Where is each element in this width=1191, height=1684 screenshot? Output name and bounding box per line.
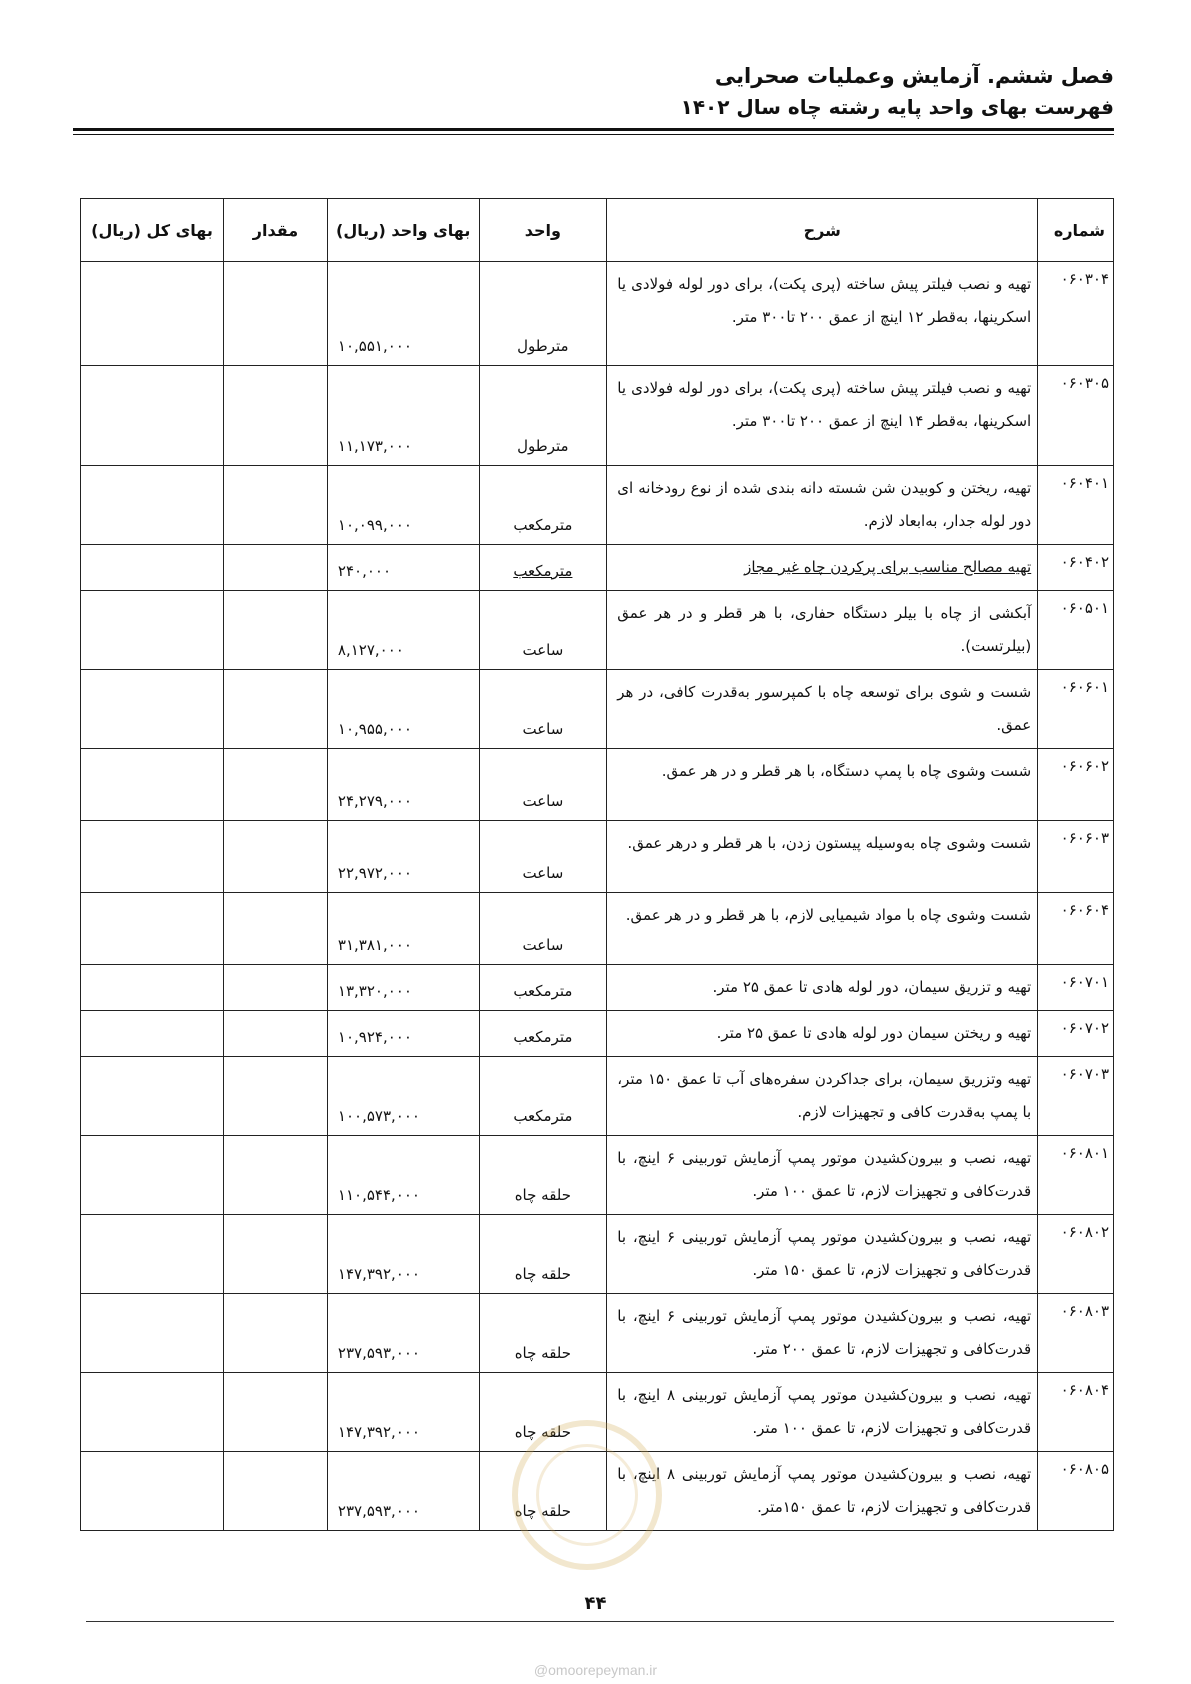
row-unit: مترمکعب — [479, 545, 607, 591]
page-header — [77, 60, 1114, 122]
row-total-price — [81, 1294, 224, 1373]
row-total-price — [81, 749, 224, 821]
price-table — [80, 198, 1114, 1531]
header-rule-thin — [73, 134, 1114, 135]
col-header-total-price: بهای کل (ریال) — [81, 199, 224, 262]
table-row — [81, 1136, 1114, 1215]
row-code: ۰۶۰۸۰۲ — [1038, 1215, 1114, 1294]
row-code: ۰۶۰۶۰۱ — [1038, 670, 1114, 749]
table-header-row — [81, 199, 1114, 262]
row-code: ۰۶۰۷۰۲ — [1038, 1011, 1114, 1057]
row-description: تهیه، نصب و بیرون‌کشیدن موتور پمپ آزمایش توربینی ۶ اینچ، با قدرت‌کافی و تجهیزات لازم، تا عمق ۱۰۰ متر. — [607, 1136, 1038, 1215]
row-code: ۰۶۰۸۰۳ — [1038, 1294, 1114, 1373]
table-row — [81, 262, 1114, 366]
row-total-price — [81, 821, 224, 893]
row-quantity — [223, 893, 327, 965]
row-quantity — [223, 965, 327, 1011]
page-number: ۴۴ — [584, 1593, 607, 1614]
row-code: ۰۶۰۷۰۱ — [1038, 965, 1114, 1011]
watermark: @omoorepeyman.ir — [533, 1662, 658, 1678]
row-code: ۰۶۰۷۰۳ — [1038, 1057, 1114, 1136]
row-unit-price: ۲۴,۲۷۹,۰۰۰ — [327, 749, 479, 821]
col-header-code: شماره — [1038, 199, 1114, 262]
row-code: ۰۶۰۶۰۴ — [1038, 893, 1114, 965]
row-quantity — [223, 591, 327, 670]
row-description: تهیه و تزریق سیمان، دور لوله هادی تا عمق ۲۵ متر. — [607, 965, 1038, 1011]
list-title: فهرست بهای واحد پایه رشته چاه سال ۱۴۰۲ — [680, 95, 1114, 119]
row-total-price — [81, 262, 224, 366]
table-row — [81, 1057, 1114, 1136]
row-description: شست وشوی چاه به‌وسیله پیستون زدن، با هر قطر و درهر عمق. — [607, 821, 1038, 893]
table-row — [81, 1011, 1114, 1057]
row-total-price — [81, 1373, 224, 1452]
row-description: شست وشوی چاه با پمپ دستگاه، با هر قطر و در هر عمق. — [607, 749, 1038, 821]
row-quantity — [223, 1011, 327, 1057]
row-description: تهیه و ریختن سیمان دور لوله هادی تا عمق ۲۵ متر. — [607, 1011, 1038, 1057]
row-total-price — [81, 965, 224, 1011]
col-header-quantity: مقدار — [223, 199, 327, 262]
row-code: ۰۶۰۸۰۱ — [1038, 1136, 1114, 1215]
row-unit-price: ۱۰,۰۹۹,۰۰۰ — [327, 466, 479, 545]
row-quantity — [223, 670, 327, 749]
row-total-price — [81, 366, 224, 466]
row-unit: حلقه چاه — [479, 1294, 607, 1373]
row-quantity — [223, 821, 327, 893]
table-row — [81, 1215, 1114, 1294]
row-unit: حلقه چاه — [479, 1452, 607, 1531]
row-code: ۰۶۰۴۰۱ — [1038, 466, 1114, 545]
row-quantity — [223, 1373, 327, 1452]
row-description: تهیه مصالح مناسب برای پرکردن چاه غیر مجاز — [607, 545, 1038, 591]
row-unit: حلقه چاه — [479, 1215, 607, 1294]
row-unit: مترمکعب — [479, 1011, 607, 1057]
row-unit-price: ۱۰,۹۲۴,۰۰۰ — [327, 1011, 479, 1057]
row-code: ۰۶۰۵۰۱ — [1038, 591, 1114, 670]
row-total-price — [81, 466, 224, 545]
row-unit-price: ۱۰,۹۵۵,۰۰۰ — [327, 670, 479, 749]
row-unit-price: ۸,۱۲۷,۰۰۰ — [327, 591, 479, 670]
row-quantity — [223, 1215, 327, 1294]
table-row — [81, 545, 1114, 591]
row-description: آبکشی از چاه با بیلر دستگاه حفاری، با هر قطر و در هر عمق (بیلرتست). — [607, 591, 1038, 670]
row-quantity — [223, 1057, 327, 1136]
row-unit: مترمکعب — [479, 1057, 607, 1136]
row-code: ۰۶۰۳۰۵ — [1038, 366, 1114, 466]
table-row — [81, 366, 1114, 466]
row-quantity — [223, 262, 327, 366]
header-rule-thick — [73, 128, 1114, 131]
row-unit: مترمکعب — [479, 965, 607, 1011]
row-unit-price: ۲۳۷,۵۹۳,۰۰۰ — [327, 1452, 479, 1531]
row-unit-price: ۱۳,۳۲۰,۰۰۰ — [327, 965, 479, 1011]
footer-rule — [86, 1621, 1114, 1622]
row-unit-price: ۱۴۷,۳۹۲,۰۰۰ — [327, 1373, 479, 1452]
row-unit-price: ۱۱,۱۷۳,۰۰۰ — [327, 366, 479, 466]
col-header-description: شرح — [607, 199, 1038, 262]
chapter-title: فصل ششم. آزمایش وعملیات صحرایی — [714, 64, 1114, 88]
row-unit-price: ۱۱۰,۵۴۴,۰۰۰ — [327, 1136, 479, 1215]
row-unit: ساعت — [479, 591, 607, 670]
row-quantity — [223, 466, 327, 545]
row-description: تهیه، نصب و بیرون‌کشیدن موتور پمپ آزمایش توربینی ۸ اینچ، با قدرت‌کافی و تجهیزات لازم، تا عمق ۱۰۰ متر. — [607, 1373, 1038, 1452]
row-description: تهیه، نصب و بیرون‌کشیدن موتور پمپ آزمایش توربینی ۸ اینچ، با قدرت‌کافی و تجهیزات لازم، تا عمق ۱۵۰متر. — [607, 1452, 1038, 1531]
row-unit-price: ۳۱,۳۸۱,۰۰۰ — [327, 893, 479, 965]
table-row — [81, 1294, 1114, 1373]
table-row — [81, 893, 1114, 965]
seal-stamp — [512, 1420, 662, 1570]
row-quantity — [223, 366, 327, 466]
row-code: ۰۶۰۶۰۲ — [1038, 749, 1114, 821]
row-code: ۰۶۰۴۰۲ — [1038, 545, 1114, 591]
row-total-price — [81, 1011, 224, 1057]
row-description: تهیه و نصب فیلتر پیش ساخته (پری پکت)، برای دور لوله فولادی یا اسکرینها، به‌قطر ۱۲ اینچ از عمق ۲۰۰ تا۳۰۰ متر. — [607, 262, 1038, 366]
row-unit: ساعت — [479, 670, 607, 749]
table-row — [81, 466, 1114, 545]
row-unit: مترطول — [479, 262, 607, 366]
row-code: ۰۶۰۸۰۴ — [1038, 1373, 1114, 1452]
row-quantity — [223, 545, 327, 591]
row-code: ۰۶۰۸۰۵ — [1038, 1452, 1114, 1531]
row-unit: ساعت — [479, 893, 607, 965]
table-row — [81, 591, 1114, 670]
row-total-price — [81, 1452, 224, 1531]
row-unit-price: ۱۰,۵۵۱,۰۰۰ — [327, 262, 479, 366]
row-unit: مترمکعب — [479, 466, 607, 545]
row-unit-price: ۱۴۷,۳۹۲,۰۰۰ — [327, 1215, 479, 1294]
row-quantity — [223, 1294, 327, 1373]
row-code: ۰۶۰۳۰۴ — [1038, 262, 1114, 366]
row-quantity — [223, 1136, 327, 1215]
col-header-unit-price: بهای واحد (ریال) — [327, 199, 479, 262]
row-quantity — [223, 1452, 327, 1531]
col-header-unit: واحد — [479, 199, 607, 262]
row-description: تهیه، نصب و بیرون‌کشیدن موتور پمپ آزمایش توربینی ۶ اینچ، با قدرت‌کافی و تجهیزات لازم، تا عمق ۲۰۰ متر. — [607, 1294, 1038, 1373]
table-row — [81, 749, 1114, 821]
row-description: تهیه، ریختن و کوبیدن شن شسته دانه بندی شده از نوع رودخانه ای دور لوله جدار، به‌ابعاد لازم. — [607, 466, 1038, 545]
row-description: تهیه وتزریق سیمان، برای جداکردن سفره‌های آب تا عمق ۱۵۰ متر، با پمپ به‌قدرت کافی و تجهیزات لازم. — [607, 1057, 1038, 1136]
row-unit: ساعت — [479, 821, 607, 893]
row-total-price — [81, 545, 224, 591]
row-unit: ساعت — [479, 749, 607, 821]
row-total-price — [81, 591, 224, 670]
row-total-price — [81, 1215, 224, 1294]
row-unit-price: ۲۲,۹۷۲,۰۰۰ — [327, 821, 479, 893]
row-total-price — [81, 893, 224, 965]
row-unit: حلقه چاه — [479, 1373, 607, 1452]
row-unit: حلقه چاه — [479, 1136, 607, 1215]
table-row — [81, 670, 1114, 749]
row-quantity — [223, 749, 327, 821]
row-description: تهیه و نصب فیلتر پیش ساخته (پری پکت)، برای دور لوله فولادی یا اسکرینها، به‌قطر ۱۴ اینچ از عمق ۲۰۰ تا۳۰۰ متر. — [607, 366, 1038, 466]
row-unit-price: ۱۰۰,۵۷۳,۰۰۰ — [327, 1057, 479, 1136]
row-unit-price: ۲۳۷,۵۹۳,۰۰۰ — [327, 1294, 479, 1373]
row-total-price — [81, 1057, 224, 1136]
row-description: شست و شوی برای توسعه چاه با کمپرسور به‌قدرت کافی، در هر عمق. — [607, 670, 1038, 749]
table-row — [81, 965, 1114, 1011]
row-code: ۰۶۰۶۰۳ — [1038, 821, 1114, 893]
row-unit: مترطول — [479, 366, 607, 466]
row-unit-price: ۲۴۰,۰۰۰ — [327, 545, 479, 591]
row-total-price — [81, 670, 224, 749]
row-description: تهیه، نصب و بیرون‌کشیدن موتور پمپ آزمایش توربینی ۶ اینچ، با قدرت‌کافی و تجهیزات لازم، تا عمق ۱۵۰ متر. — [607, 1215, 1038, 1294]
row-description: شست وشوی چاه با مواد شیمیایی لازم، با هر قطر و در هر عمق. — [607, 893, 1038, 965]
table-row — [81, 821, 1114, 893]
row-total-price — [81, 1136, 224, 1215]
